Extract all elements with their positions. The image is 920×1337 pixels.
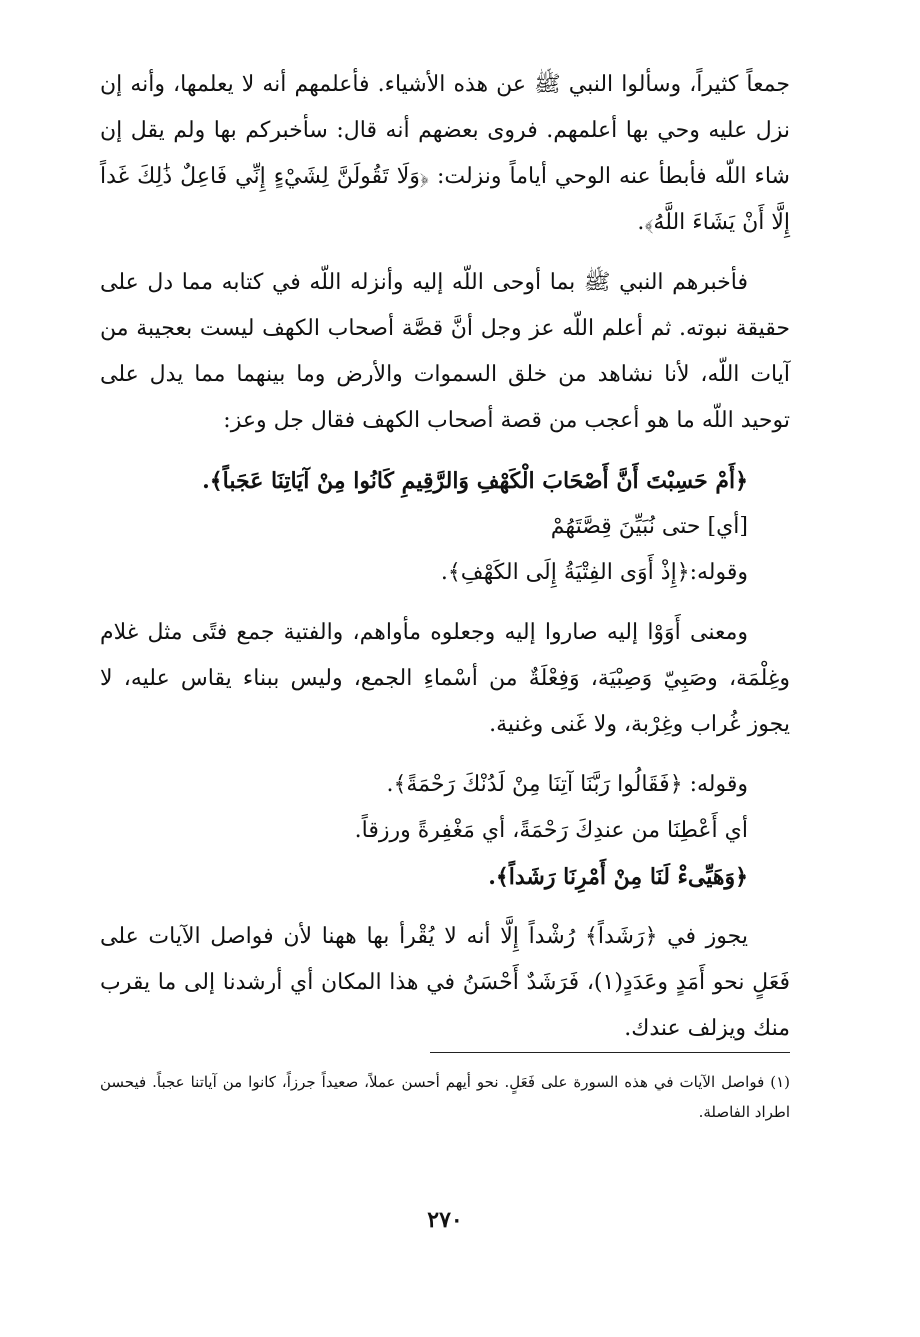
verse-block-1 <box>100 458 748 596</box>
verse-line: أي أَعْطِنَا من عندِكَ رَحْمَةً، أي مَغْفِرةً ورزقاً. <box>354 818 748 843</box>
book-page <box>100 62 790 1292</box>
main-text <box>100 62 790 1052</box>
page-number: ٢٧٠ <box>427 1207 463 1233</box>
paragraph-1: جمعاً كثيراً، وسألوا النبي ﷺ عن هذه الأشياء. فأعلمهم أنه لا يعلمها، وأنه إن نزل عليه وحي بها أعلمهم. فروى بعضهم أنه قال: سأخبركم بها ولم يقل إن شاء اللّه فأبطأ عنه الوحي أياماً ونزلت: ﴿وَلَا تَقُولَنَّ لِشَيْءٍ إِنِّي فَاعِلٌ ذَٰلِكَ غَداً إِلَّا أَنْ يَشَاءَ اللَّهُ﴾. <box>100 72 790 235</box>
footnote: (١) فواصل الآيات في هذه السورة على فَعَلٍ. نحو أيهم أحسن عملاً، صعيداً جرزاً، كانوا من آياتنا عجباً. فيحسن اطراد الفاصلة. <box>100 1073 790 1121</box>
verse-line: ﴿وَهَيِّىءْ لَنَا مِنْ أَمْرِنَا رَشَداً﴾. <box>488 864 748 890</box>
verse-line: [أي] حتى نُبَيِّنَ قِصَّتَهُمْ <box>550 514 748 539</box>
verse-line: وقوله:﴿إِذْ أَوَى الفِتْيَةُ إِلَى الكَهْفِ﴾. <box>440 560 748 585</box>
verse-block-2 <box>100 762 748 900</box>
paragraph-2: فأخبرهم النبي ﷺ بما أوحى اللّه إليه وأنزله اللّه في كتابه مما دل على حقيقة نبوته. ثم أعلم اللّه عز وجل أنَّ قصَّة أصحاب الكهف ليست بعجيبة من آيات اللّه، لأنا نشاهد من خلق السموات والأرض وما بينهما مما يدل على توحيد اللّه ما هو أعجب من قصة أصحاب الكهف فقال جل وعز: <box>100 270 790 433</box>
paragraph-4: يجوز في ﴿رَشَداً﴾ رُشْداً إِلَّا أنه لا يُقْرأ بها ههنا لأن فواصل الآيات على فَعَلٍ نحو أَمَدٍ وعَدَدٍ(١)، فَرَشَدٌ أَحْسَنُ في هذا المكان أي أرشدنا إلى ما يقرب منك ويزلف عندك. <box>100 924 790 1041</box>
footnote-divider <box>430 1052 790 1053</box>
verse-line: ﴿أَمْ حَسِبْتَ أَنَّ أَصْحَابَ الْكَهْفِ وَالرَّقِيمِ كَانُوا مِنْ آيَاتِنَا عَجَباً﴾. <box>202 468 748 494</box>
verse-line: وقوله: ﴿فَقَالُوا رَبَّنَا آتِنَا مِنْ لَدُنْكَ رَحْمَةً﴾. <box>386 772 748 797</box>
paragraph-3: ومعنى أَوَوْا إليه صاروا إليه وجعلوه مأواهم، والفتية جمع فتًى مثل غلام وغِلْمَة، وصَبِيّ وَصِبْيَة، وَفِعْلَةٌ من أسْماءِ الجمع، وليس ببناء يقاس عليه، لا يجوز غُراب وغِرْبة، ولا غَنى وغنية. <box>100 620 790 737</box>
